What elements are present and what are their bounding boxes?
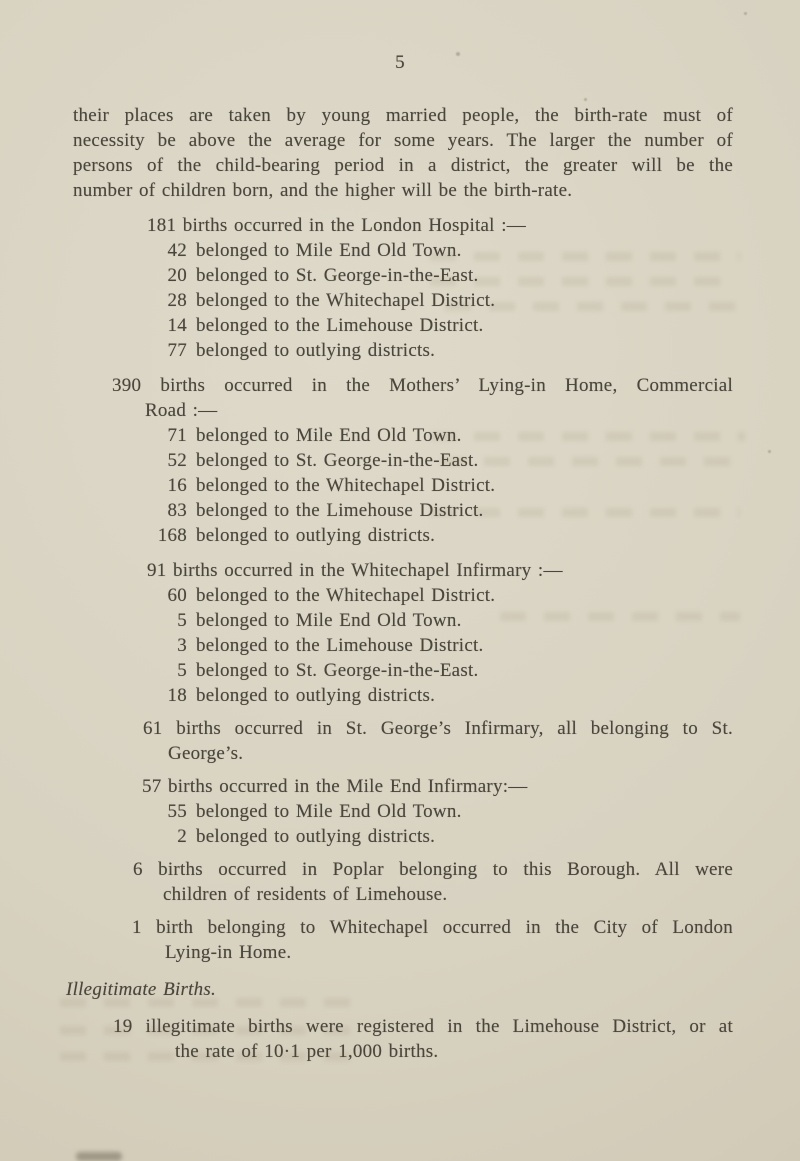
item-count: 16 [167,475,187,496]
list-item [73,338,733,363]
paper-speck [744,12,747,15]
item-text: belonged to outlying districts. [196,525,436,546]
section-header-line: 181 births occurred in the London Hospital :— [147,215,526,236]
section-header-line: 390 births occurred in the Mothers’ Lying-in Home, Commercial [112,375,733,396]
item-count: 28 [167,290,187,311]
list-item [73,423,733,448]
item-text: belonged to St. George-in-the-East. [196,265,479,286]
item-count: 52 [167,450,187,471]
item-text: belonged to Mile End Old Town. [196,801,462,822]
item-text: belonged to the Limehouse District. [196,635,484,656]
item-count: 14 [167,315,187,336]
item-count: 3 [177,635,187,656]
list-item [73,824,733,849]
birth-list [73,799,733,849]
item-count: 71 [167,425,187,446]
intro-line: their places are taken by young married people, the birth-rate must of [73,105,733,126]
item-text: belonged to St. George-in-the-East. [196,660,479,681]
list-item [73,658,733,683]
section-header-line: 6 births occurred in Poplar belonging to this Borough. All were [133,859,733,880]
item-text: belonged to outlying districts. [196,685,436,706]
page-content [66,103,733,1064]
birth-list [73,423,733,548]
item-count: 20 [167,265,187,286]
section-city-of-london-birth [73,915,733,965]
item-count: 18 [167,685,187,706]
item-count: 5 [177,660,187,681]
item-text: belonged to the Whitechapel District. [196,290,496,311]
birth-list [73,583,733,708]
birth-list [73,238,733,363]
illegitimate-line: the rate of 10·1 per 1,000 births. [175,1041,439,1062]
item-count: 2 [177,826,187,847]
list-item [73,583,733,608]
intro-line: persons of the child-bearing period in a district, the greater will be the [73,155,733,176]
section-header-line: Lying-in Home. [165,942,292,963]
item-count: 77 [167,340,187,361]
section-header-line: 91 births occurred in the Whitechapel Infirmary :— [147,560,563,581]
section-header-line: 1 birth belonging to Whitechapel occurred in the City of London [132,917,733,938]
item-text: belonged to the Limehouse District. [196,315,484,336]
item-text: belonged to Mile End Old Town. [196,610,462,631]
list-item [73,498,733,523]
illegitimate-births-paragraph [73,1014,733,1064]
section-london-hospital [73,213,733,363]
item-count: 168 [157,525,187,546]
section-mile-end-infirmary [73,774,733,849]
item-text: belonged to the Whitechapel District. [196,475,496,496]
list-item [73,448,733,473]
paper-speck [768,450,771,453]
item-count: 55 [167,801,187,822]
intro-paragraph [73,103,733,203]
list-item [73,288,733,313]
illegitimate-line: 19 illegitimate births were registered in the Limehouse District, or at [113,1016,733,1037]
intro-line: necessity be above the average for some years. The larger the number of [73,130,733,151]
illegitimate-births-heading: Illegitimate Births. [66,979,217,1000]
item-text: belonged to Mile End Old Town. [196,240,462,261]
list-item [73,523,733,548]
item-count: 83 [167,500,187,521]
section-header-line: 61 births occurred in St. George’s Infirmary, all belonging to St. [143,718,733,739]
list-item [73,799,733,824]
page-number: 5 [395,52,405,73]
list-item [73,238,733,263]
intro-line: number of children born, and the higher will be the birth-rate. [73,180,573,201]
page-edge-shadow [76,1152,122,1161]
list-item [73,608,733,633]
list-item [73,313,733,338]
list-item [73,633,733,658]
list-item [73,683,733,708]
section-header-line: Road :— [145,400,218,421]
section-mothers-lying-in-home [73,373,733,548]
paper-speck [584,98,587,101]
section-whitechapel-infirmary [73,558,733,708]
item-count: 5 [177,610,187,631]
section-header-line: 57 births occurred in the Mile End Infirmary:— [142,776,528,797]
list-item [73,473,733,498]
item-text: belonged to the Whitechapel District. [196,585,496,606]
section-header-line: George’s. [168,743,244,764]
item-text: belonged to Mile End Old Town. [196,425,462,446]
section-header-line: children of residents of Limehouse. [163,884,448,905]
section-st-georges-infirmary [73,716,733,766]
item-count: 60 [167,585,187,606]
item-text: belonged to St. George-in-the-East. [196,450,479,471]
item-text: belonged to outlying districts. [196,826,436,847]
item-text: belonged to the Limehouse District. [196,500,484,521]
list-item [73,263,733,288]
item-count: 42 [167,240,187,261]
item-text: belonged to outlying districts. [196,340,436,361]
section-poplar-births [73,857,733,907]
